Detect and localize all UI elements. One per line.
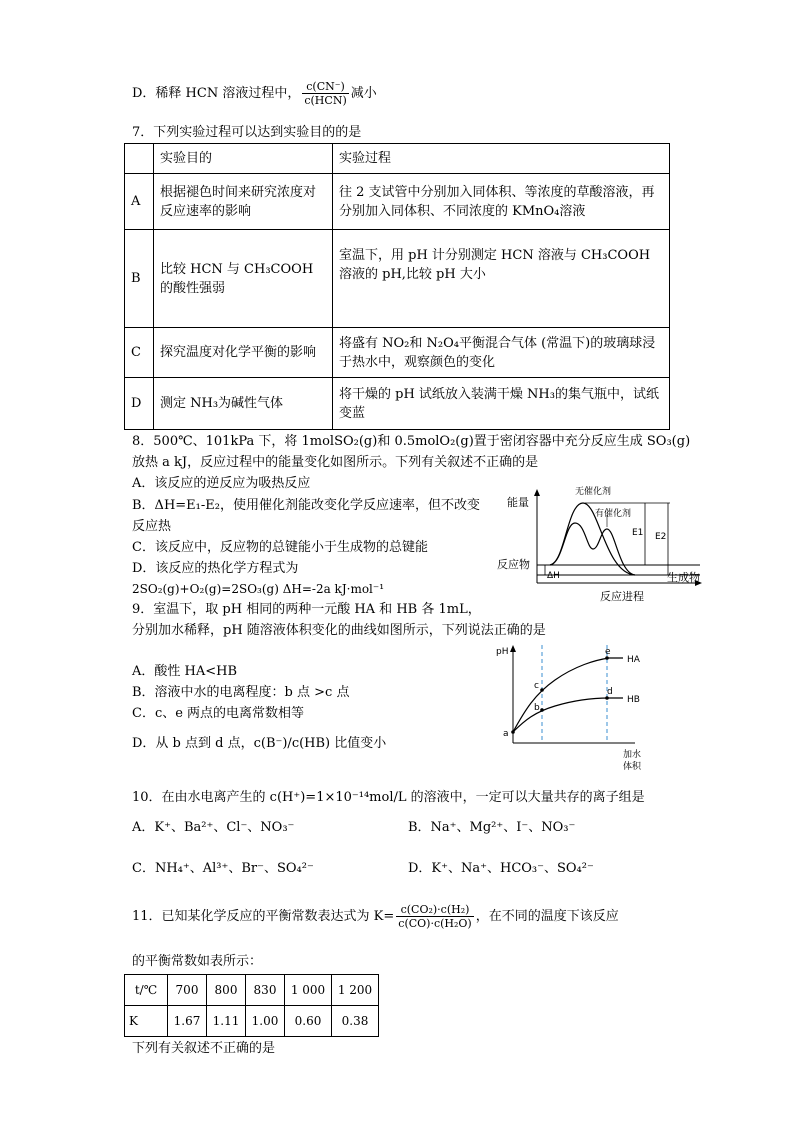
- q9-label-b: b: [534, 703, 540, 713]
- q8-reactant-label: 反应物: [497, 558, 530, 571]
- q7-header-purpose: 实验目的: [154, 144, 333, 174]
- q8-option-c: C．该反应中，反应物的总键能小于生成物的总键能: [132, 540, 428, 555]
- q9-label-c: c: [534, 681, 539, 691]
- q9-point-c: [540, 688, 544, 692]
- q10-option-a: A．K⁺、Ba²⁺、Cl⁻、NO₃⁻: [132, 820, 295, 835]
- q7-row-purpose: 测定 NH₃为碱性气体: [154, 378, 333, 430]
- frac-denominator: c(CO)·c(H₂O): [398, 917, 472, 930]
- q11-stem-2: 的平衡常数如表所示：: [132, 954, 263, 969]
- q8-e2-label: E2: [655, 532, 667, 542]
- q8-option-b-cont: 反应热: [132, 519, 172, 534]
- k-table-cell: 700: [168, 975, 207, 1006]
- k-table-cell: 1 000: [285, 975, 332, 1006]
- frac-numerator: c(CO₂)·c(H₂): [396, 903, 473, 917]
- q9-stem-1: 9．室温下，取 pH 相同的两种一元酸 HA 和 HB 各 1mL，: [132, 602, 481, 617]
- q7-header-blank: [125, 144, 154, 174]
- q6-d-prefix: D．稀释 HCN 溶液过程中，: [132, 86, 301, 101]
- q8-product-label: 生成物: [667, 571, 700, 584]
- q8-xlabel: 反应进程: [600, 590, 644, 603]
- q7-table: [124, 143, 670, 430]
- q7-row-process: 将盛有 NO₂和 N₂O₄平衡混合气体 (常温下)的玻璃球浸于热水中，观察颜色的变化: [333, 328, 670, 378]
- q11-k-table: [124, 974, 379, 1037]
- q9-ph-diagram: [495, 640, 675, 775]
- q8-option-b: B．ΔH=E₁-E₂，使用催化剂能改变化学反应速率，但不改变: [132, 498, 480, 513]
- k-table-cell: 830: [246, 975, 285, 1006]
- q8-equation: 2SO₂(g)+O₂(g)=2SO₃(g) ΔH=-2a kJ·mol⁻¹: [132, 582, 385, 596]
- q7-row-purpose: 比较 HCN 与 CH₃COOH 的酸性强弱: [154, 230, 333, 328]
- q10-stem: 10．在由水电离产生的 c(H⁺)=1×10⁻¹⁴mol/L 的溶液中，一定可以大量共存的离子组是: [132, 790, 645, 805]
- q9-label-a: a: [503, 729, 509, 739]
- q7-row-process: 将干燥的 pH 试纸放入装满干燥 NH₃的集气瓶中，试纸变蓝: [333, 378, 670, 430]
- q7-row-process: 室温下，用 pH 计分别测定 HCN 溶液与 CH₃COOH 溶液的 pH,比较 pH 大小: [333, 230, 670, 328]
- q8-dh-label: ΔH: [547, 571, 560, 581]
- k-table-cell: 1.67: [168, 1006, 207, 1037]
- q8-cat-label: 有催化剂: [595, 509, 632, 519]
- q11-stem-prefix: 11．已知某化学反应的平衡常数表达式为 K=: [132, 909, 395, 924]
- q11-fraction: [396, 903, 473, 930]
- q8-option-d: D．该反应的热化学方程式为: [132, 561, 299, 576]
- q9-stem-2: 分别加水稀释，pH 随溶液体积变化的曲线如图所示，下列说法正确的是: [132, 623, 546, 638]
- k-table-cell: 1.00: [246, 1006, 285, 1037]
- q9-option-a: A．酸性 HA<HB: [132, 664, 238, 679]
- q7-row-purpose: 根据褪色时间来研究浓度对反应速率的影响: [154, 174, 333, 230]
- q9-option-d: D．从 b 点到 d 点，c(B⁻)/c(HB) 比值变小: [132, 736, 387, 751]
- q7-row-purpose: 探究温度对化学平衡的影响: [154, 328, 333, 378]
- q11-stem-suffix: ，在不同的温度下该反应: [475, 909, 619, 924]
- q7-title: 7．下列实验过程可以达到实验目的的是: [132, 125, 362, 140]
- q9-xlabel-2: 体积: [623, 762, 642, 772]
- q8-stem-2: 放热 a kJ，反应过程中的能量变化如图所示。下列有关叙述不正确的是: [132, 455, 539, 470]
- q7-row-label: D: [125, 378, 154, 430]
- k-table-cell: 0.60: [285, 1006, 332, 1037]
- q6-option-d: [132, 80, 377, 107]
- k-table-cell: t/℃: [125, 975, 168, 1006]
- q6-d-suffix: 减小: [350, 86, 377, 101]
- q9-option-c: C．c、e 两点的电离常数相等: [132, 706, 305, 721]
- q7-row-label: C: [125, 328, 154, 378]
- q8-ylabel: 能量: [507, 496, 529, 509]
- q11-tail: 下列有关叙述不正确的是: [132, 1041, 276, 1056]
- k-table-cell: 1.11: [207, 1006, 246, 1037]
- k-table-cell: 0.38: [332, 1006, 379, 1037]
- q10-option-d: D．K⁺、Na⁺、HCO₃⁻、SO₄²⁻: [408, 861, 594, 876]
- q8-e1-label: E1: [632, 528, 644, 538]
- q9-label-e: e: [605, 647, 611, 657]
- q7-row-label: B: [125, 230, 154, 328]
- q9-option-b: B．溶液中水的电离程度：b 点 >c 点: [132, 685, 350, 700]
- k-table-cell: K: [125, 1006, 168, 1037]
- q7-row-label: A: [125, 174, 154, 230]
- q9-label-d: d: [607, 687, 613, 697]
- q9-hb-label: HB: [627, 695, 640, 705]
- q8-option-a: A．该反应的逆反应为吸热反应: [132, 476, 311, 491]
- k-table-cell: 800: [207, 975, 246, 1006]
- q9-point-a: [511, 730, 515, 734]
- frac-denominator: c(HCN): [304, 94, 347, 107]
- q6-d-fraction: [302, 80, 348, 107]
- q8-energy-diagram: [495, 483, 705, 603]
- q11-stem: [132, 903, 619, 930]
- q10-option-b: B．Na⁺、Mg²⁺、I⁻、NO₃⁻: [408, 820, 576, 835]
- q9-xlabel-1: 加水: [623, 750, 642, 760]
- q8-cat-curve: [550, 523, 635, 575]
- q9-ylabel: pH: [496, 647, 509, 657]
- q9-point-b: [540, 708, 544, 712]
- q9-ha-label: HA: [627, 655, 640, 665]
- q8-stem-1: 8．500℃、101kPa 下，将 1molSO₂(g)和 0.5molO₂(g)置于密闭容器中充分反应生成 SO₃(g): [132, 434, 691, 449]
- q7-header-process: 实验过程: [333, 144, 670, 174]
- k-table-cell: 1 200: [332, 975, 379, 1006]
- frac-numerator: c(CN⁻): [302, 80, 348, 94]
- q7-row-process: 往 2 支试管中分别加入同体积、等浓度的草酸溶液，再分别加入同体积、不同浓度的 KMnO₄溶液: [333, 174, 670, 230]
- q8-nocat-label: 无催化剂: [575, 487, 612, 497]
- q10-option-c: C．NH₄⁺、Al³⁺、Br⁻、SO₄²⁻: [132, 861, 314, 876]
